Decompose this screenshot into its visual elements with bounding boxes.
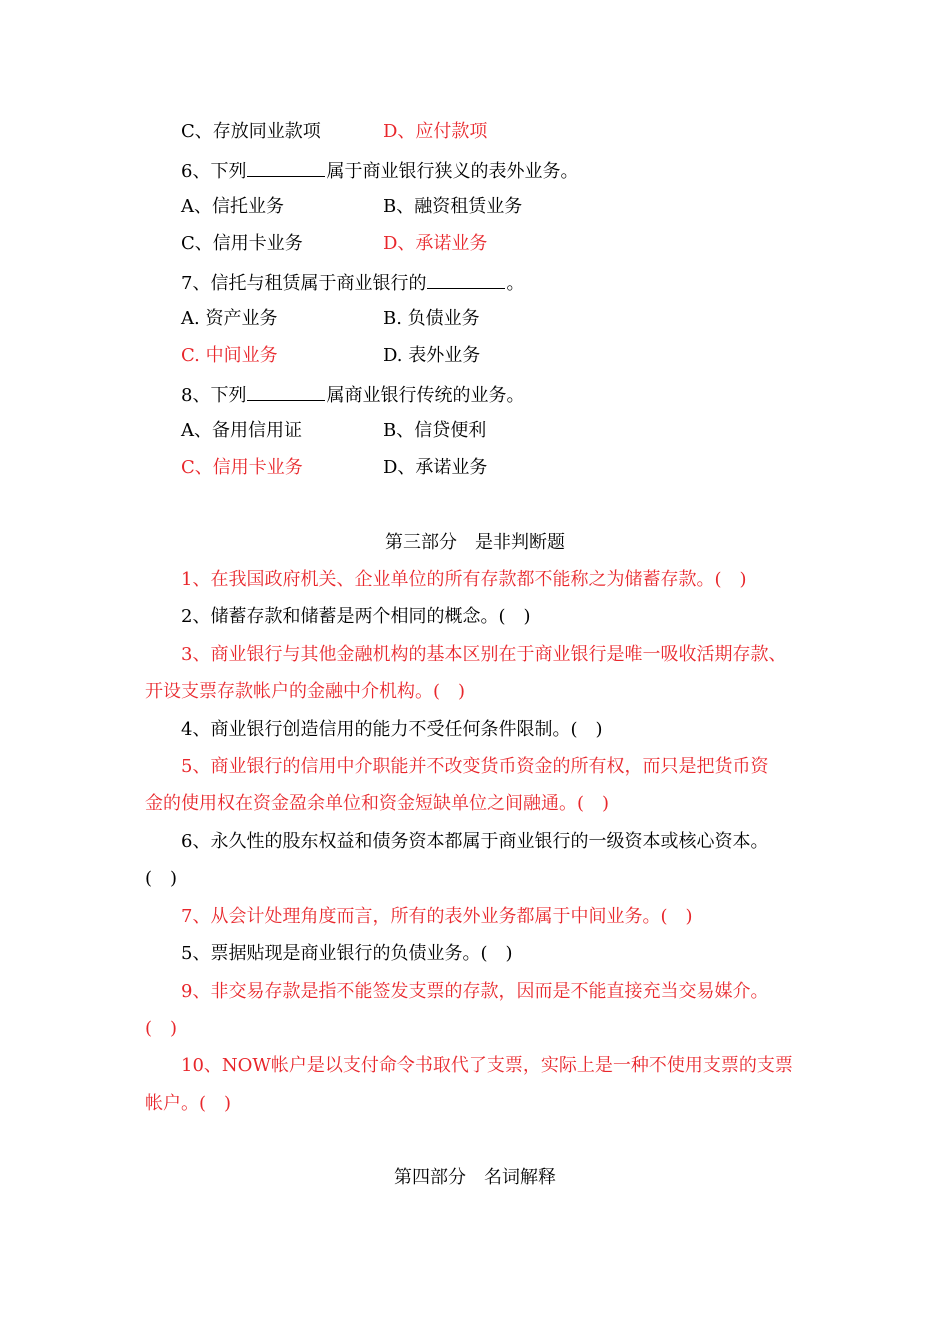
q8-option-b: B、信贷便利: [383, 420, 487, 441]
tf-item-9-line-1: 9、非交易存款是指不能签发支票的存款，因而是不能直接充当交易媒介。: [181, 981, 769, 1002]
tf-item-6-line-2: ( ): [145, 868, 178, 889]
q5-option-c: C、存放同业款项: [181, 121, 321, 142]
q8-option-a: A、备用信用证: [181, 420, 302, 441]
tf-item-10-line-1: 10、NOW帐户是以支付命令书取代了支票，实际上是一种不使用支票的支票: [181, 1055, 793, 1076]
q5-option-d: D、应付款项: [383, 121, 488, 142]
tf-item-10-line-2: 帐户。( ): [145, 1093, 232, 1114]
tf-item-7: 7、从会计处理角度而言，所有的表外业务都属于中间业务。( ): [181, 906, 693, 927]
q6-option-b: B、融资租赁业务: [383, 196, 523, 217]
q7-prefix: 7、信托与租赁属于商业银行的: [181, 273, 427, 294]
tf-item-5-line-2: 金的使用权在资金盈余单位和资金短缺单位之间融通。( ): [145, 793, 610, 814]
q7-option-a: A. 资产业务: [181, 308, 278, 329]
q7-suffix: 。: [506, 273, 525, 294]
q6-stem: [181, 158, 578, 184]
section-4-title: 第四部分 名词解释: [394, 1167, 556, 1188]
q6-prefix: 6、下列: [181, 161, 247, 182]
q7-option-d: D. 表外业务: [383, 345, 481, 366]
q7-blank: [427, 270, 505, 289]
tf-item-5-line-1: 5、商业银行的信用中介职能并不改变货币资金的所有权，而只是把货币资: [181, 756, 769, 777]
q7-option-b: B. 负债业务: [383, 308, 480, 329]
q8-prefix: 8、下列: [181, 385, 247, 406]
q8-stem: [181, 382, 524, 408]
q7-option-c: C. 中间业务: [181, 345, 278, 366]
tf-item-8: 5、票据贴现是商业银行的负债业务。( ): [181, 943, 513, 964]
q6-option-c: C、信用卡业务: [181, 233, 303, 254]
tf-item-2: 2、储蓄存款和储蓄是两个相同的概念。( ): [181, 606, 531, 627]
tf-item-4: 4、商业银行创造信用的能力不受任何条件限制。( ): [181, 719, 603, 740]
tf-item-1: 1、在我国政府机关、企业单位的所有存款都不能称之为储蓄存款。( ): [181, 569, 747, 590]
q6-option-d: D、承诺业务: [383, 233, 488, 254]
tf-item-3-line-2: 开设支票存款帐户的金融中介机构。( ): [145, 681, 466, 702]
q8-option-c: C、信用卡业务: [181, 457, 303, 478]
q6-blank: [247, 158, 325, 177]
q7-stem: [181, 270, 524, 296]
q6-option-a: A、信托业务: [181, 196, 284, 217]
tf-item-6-line-1: 6、永久性的股东权益和债务资本都属于商业银行的一级资本或核心资本。: [181, 831, 769, 852]
q8-option-d: D、承诺业务: [383, 457, 488, 478]
q8-suffix: 属商业银行传统的业务。: [326, 385, 525, 406]
q8-blank: [247, 382, 325, 401]
section-3-title: 第三部分 是非判断题: [385, 532, 565, 553]
tf-item-9-line-2: ( ): [145, 1018, 178, 1039]
q6-suffix: 属于商业银行狭义的表外业务。: [326, 161, 579, 182]
tf-item-3-line-1: 3、商业银行与其他金融机构的基本区别在于商业银行是唯一吸收活期存款、: [181, 644, 787, 665]
